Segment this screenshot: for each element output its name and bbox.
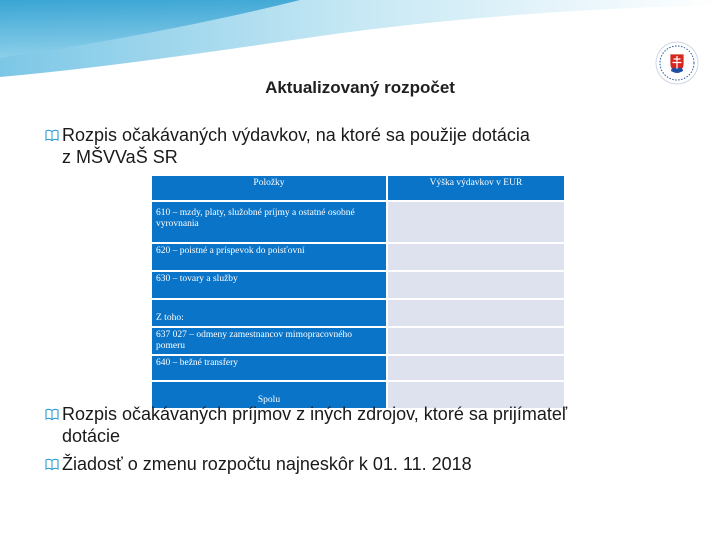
table-cell-value[interactable] bbox=[387, 271, 565, 299]
table-cell-item: 610 – mzdy, platy, služobné príjmy a ostatné osobné vyrovnania bbox=[151, 201, 387, 243]
table-row bbox=[151, 243, 565, 271]
slide-title: Aktualizovaný rozpočet bbox=[265, 78, 455, 97]
expense-table bbox=[150, 174, 566, 410]
table-row bbox=[151, 201, 565, 243]
table-cell-value[interactable] bbox=[387, 355, 565, 381]
table-header-items: Položky bbox=[151, 175, 387, 201]
table-row bbox=[151, 327, 565, 355]
bullet-deadline bbox=[62, 453, 662, 475]
table-row bbox=[151, 271, 565, 299]
bullet-text: Rozpis očakávaných príjmov z iných zdrojov, ktoré sa prijímateľ bbox=[62, 404, 568, 424]
bullet-text: z MŠVVaŠ SR bbox=[62, 147, 178, 167]
book-icon bbox=[45, 407, 59, 421]
table-header-amount: Výška výdavkov v EUR bbox=[387, 175, 565, 201]
table-cell-item: 637 027 – odmeny zamestnancov mimopracovného pomeru bbox=[151, 327, 387, 355]
decorative-header-wave bbox=[0, 0, 720, 90]
table-cell-item: Z toho: bbox=[151, 299, 387, 327]
book-icon bbox=[45, 128, 59, 142]
table-row bbox=[151, 355, 565, 381]
table-row bbox=[151, 299, 565, 327]
table-cell-value[interactable] bbox=[387, 299, 565, 327]
bullet-text: Žiadosť o zmenu rozpočtu najneskôr k 01. 11. 2018 bbox=[62, 454, 472, 474]
table-cell-item: 630 – tovary a služby bbox=[151, 271, 387, 299]
table-cell-value[interactable] bbox=[387, 201, 565, 243]
table-cell-value[interactable] bbox=[387, 243, 565, 271]
bullet-expenses bbox=[62, 124, 622, 168]
table-cell-value[interactable] bbox=[387, 327, 565, 355]
table-cell-total-label: Spolu bbox=[151, 381, 387, 409]
bullet-text: dotácie bbox=[62, 426, 121, 446]
book-icon bbox=[45, 457, 59, 471]
table-cell-item: 640 – bežné transfery bbox=[151, 355, 387, 381]
bullet-income bbox=[62, 403, 662, 447]
bullet-text: Rozpis očakávaných výdavkov, na ktoré sa použije dotácia bbox=[62, 125, 530, 145]
table-cell-item: 620 – poistné a príspevok do poisťovní bbox=[151, 243, 387, 271]
